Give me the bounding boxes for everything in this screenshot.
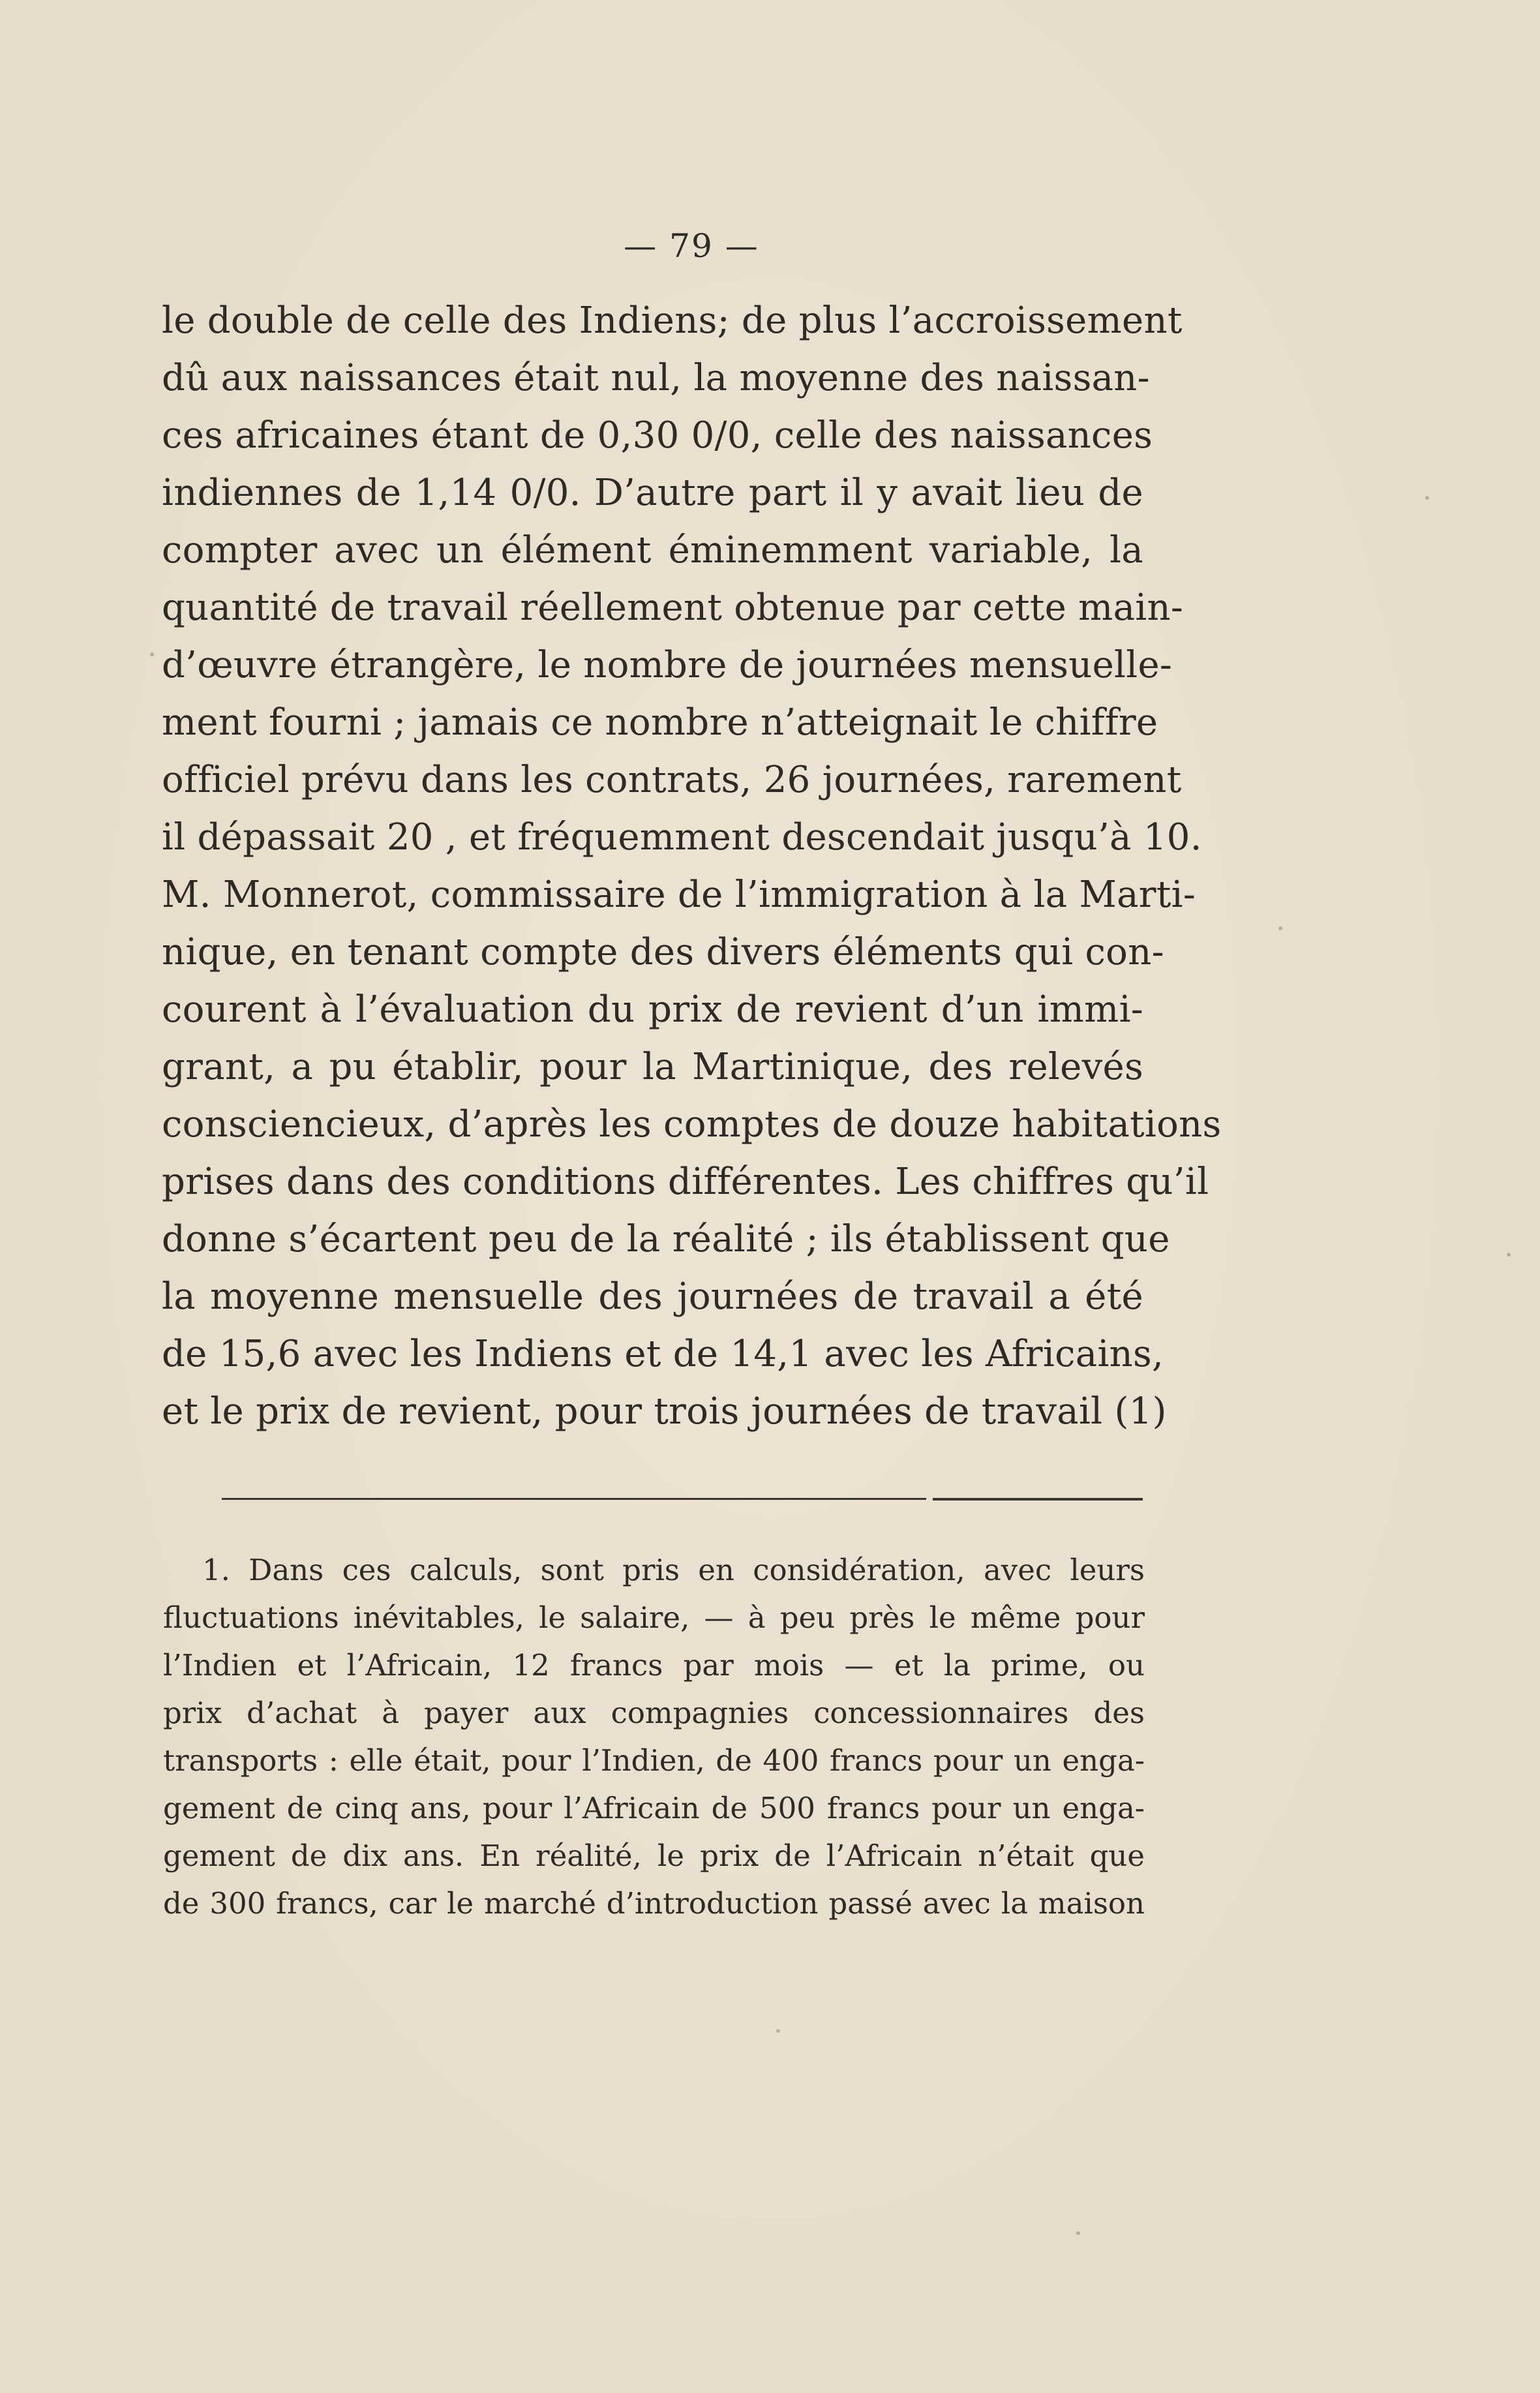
page-number: — 79 — [624,227,759,265]
footnote-line: prix d’achat à payer aux compagnies concessionnaires des [163,1696,1145,1730]
text-line: courent à l’évaluation du prix de revient d’un immi- [162,988,1143,1031]
footnote-separator-end [933,1498,1143,1501]
text-line: nique, en tenant compte des divers éléments qui con- [162,931,1164,973]
text-line: d’œuvre étrangère, le nombre de journées mensuelle- [162,644,1173,686]
footnote-line: gement de cinq ans, pour l’Africain de 500 francs pour un enga- [163,1791,1145,1825]
text-line: officiel prévu dans les contrats, 26 journées, rarement [162,759,1182,801]
text-line: prises dans des conditions différentes. Les chiffres qu’il [162,1161,1209,1203]
text-line: la moyenne mensuelle des journées de travail a été [162,1275,1143,1318]
body-text [162,292,1222,1440]
footnote-line: l’Indien et l’Africain, 12 francs par mois — et la prime, ou [163,1648,1145,1683]
paper-speck [1507,1253,1511,1257]
text-line: de 15,6 avec les Indiens et de 14,1 avec les Africains, [162,1333,1164,1375]
footnote-line: gement de dix ans. En réalité, le prix de l’Africain n’était que [163,1838,1145,1873]
footnote-separator [222,1498,926,1500]
text-line: M. Monnerot, commissaire de l’immigration à la Marti- [162,874,1196,916]
text-line: ces africaines étant de 0,30 0/0, celle des naissances [162,414,1153,457]
text-line: il dépassait 20 , et fréquemment descendait jusqu’à 10. [162,816,1202,859]
text-line: le double de celle des Indiens; de plus l’accroissement [162,299,1183,342]
text-line: grant, a pu établir, pour la Martinique, des relevés [162,1046,1143,1088]
footnote-line: de 300 francs, car le marché d’introduction passé avec la maison [163,1886,1145,1921]
paper-speck [150,652,154,656]
paper-speck [1076,2231,1080,2235]
footnote-line: 1. Dans ces calculs, sont pris en considération, avec leurs [202,1553,1145,1587]
paper-speck [1425,496,1429,500]
text-line: et le prix de revient, pour trois journées de travail (1) [162,1390,1167,1433]
footnote-line: fluctuations inévitables, le salaire, — à peu près le même pour [163,1600,1145,1635]
paper-speck [776,2029,780,2033]
text-line: ment fourni ; jamais ce nombre n’atteignait le chiffre [162,701,1158,744]
text-line: consciencieux, d’après les comptes de douze habitations [162,1103,1222,1146]
footnote-line: transports : elle était, pour l’Indien, de 400 francs pour un enga- [163,1743,1145,1778]
text-line: donne s’écartent peu de la réalité ; ils établissent que [162,1218,1170,1260]
text-line: compter avec un élément éminemment variable, la [162,529,1143,572]
paper-speck [1278,926,1282,930]
text-line: quantité de travail réellement obtenue par cette main- [162,587,1184,629]
text-line: dû aux naissances était nul, la moyenne des naissan- [162,357,1150,399]
footnote [163,1546,1145,1927]
text-line: indiennes de 1,14 0/0. D’autre part il y avait lieu de [162,472,1143,514]
